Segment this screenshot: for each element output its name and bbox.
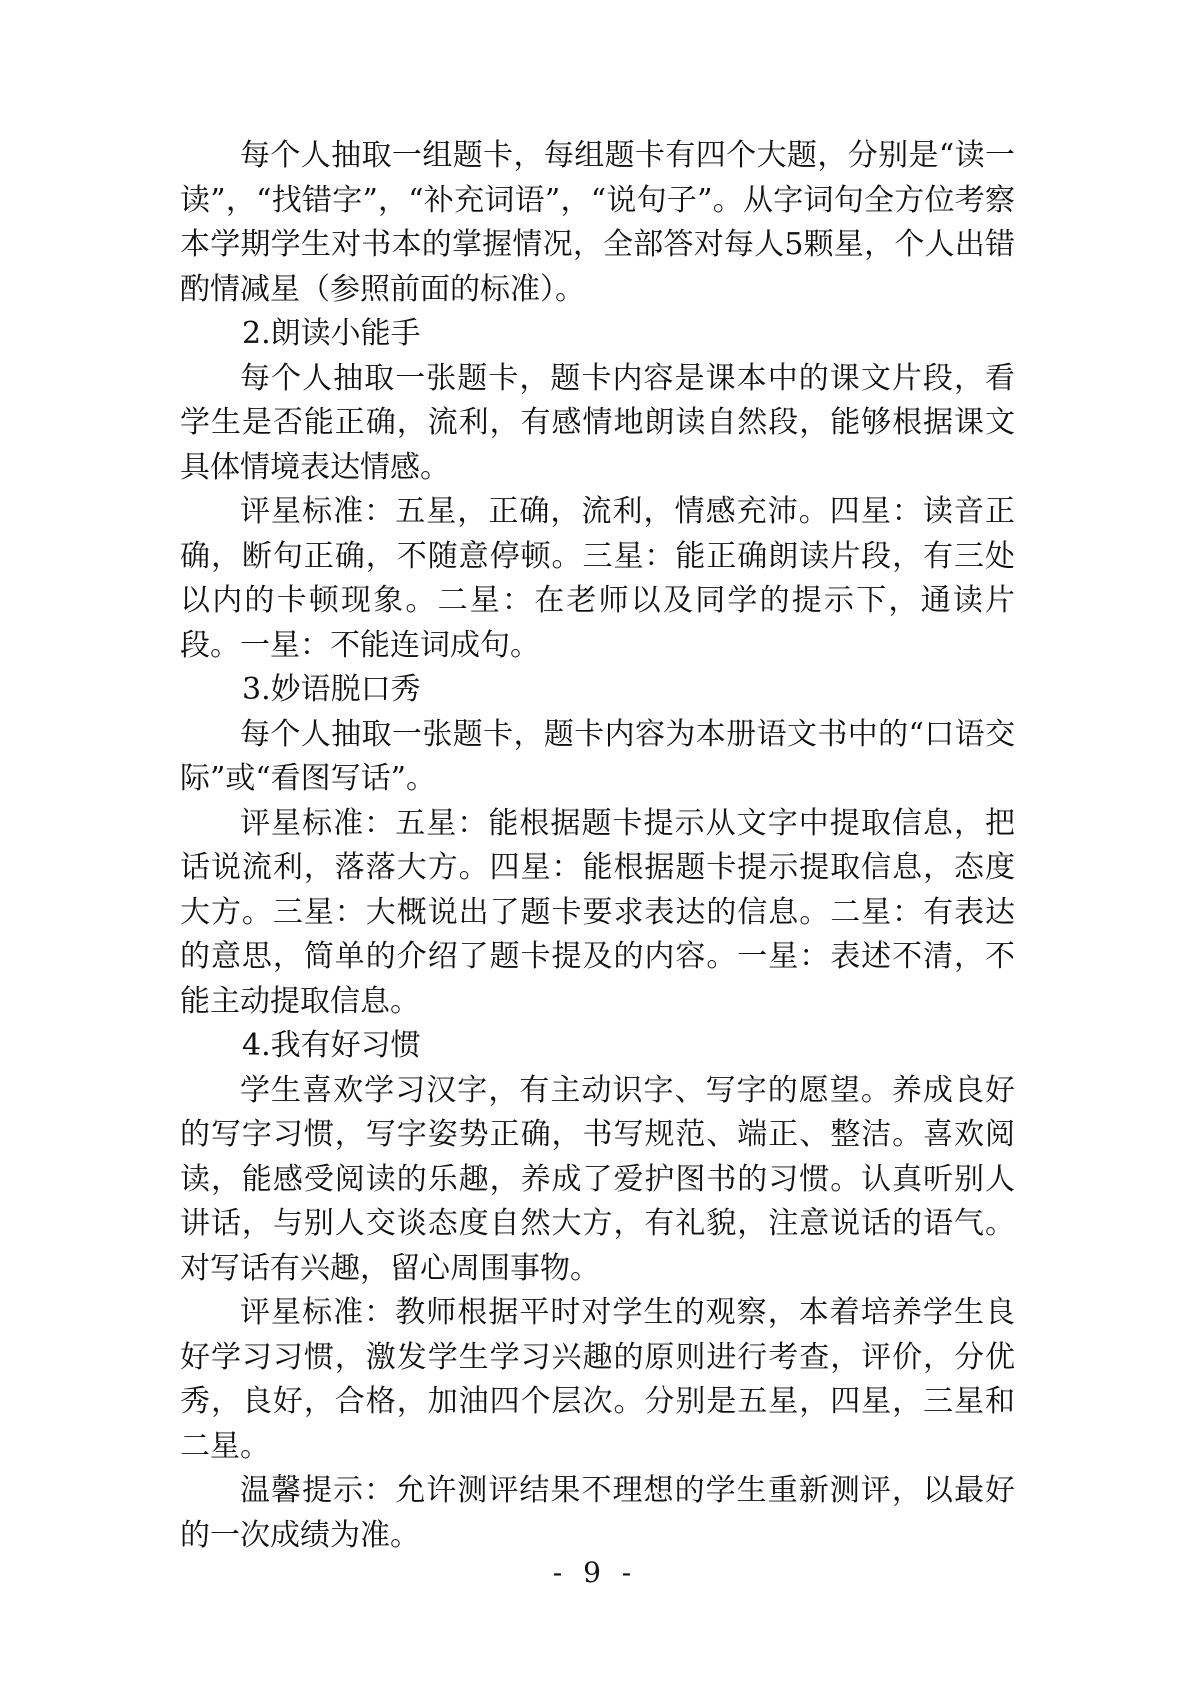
paragraph-test-cards: 每个人抽取一组题卡，每组题卡有四个大题，分别是“读一读”，“找错字”，“补充词语”，“说句子”。从字词句全方位考察本学期学生对书本的掌握情况，全部答对每人5颗星，个人出错酌情减星（参照前面的标准）。 [180,138,1015,307]
section-heading-reading: 2.朗读小能手 [242,316,421,351]
paragraph-reading-description: 每个人抽取一张题卡，题卡内容是课本中的课文片段，看学生是否能正确，流利，有感情地朗读自然段，能够根据课文具体情境表达情感。 [180,360,1015,485]
paragraph-speaking-description: 每个人抽取一张题卡，题卡内容为本册语文书中的“口语交际”或“看图写话”。 [180,716,1015,796]
paragraph-tip: 温馨提示：允许测评结果不理想的学生重新测评，以最好的一次成绩为准。 [180,1473,1015,1553]
paragraph-habits-criteria: 评星标准：教师根据平时对学生的观察，本着培养学生良好学习习惯，激发学生学习兴趣的原则进行考查，评价，分优秀，良好，合格，加油四个层次。分别是五星，四星，三星和二星。 [180,1295,1015,1464]
page-number: - 9 - [552,1556,638,1589]
paragraph-reading-criteria: 评星标准：五星，正确，流利，情感充沛。四星：读音正确，断句正确，不随意停顿。三星：能正确朗读片段，有三处以内的卡顿现象。二星：在老师以及同学的提示下，通读片段。一星：不能连词成句。 [180,494,1015,663]
paragraph-habits-description: 学生喜欢学习汉字，有主动识字、写字的愿望。养成良好的写字习惯，写字姿势正确，书写规范、端正、整洁。喜欢阅读，能感受阅读的乐趣，养成了爱护图书的习惯。认真听别人讲话，与别人交谈态度自然大方，有礼貌，注意说话的语气。对写话有兴趣，留心周围事物。 [180,1072,1015,1286]
document-body [180,134,1015,1558]
section-heading-speaking: 3.妙语脱口秀 [242,672,421,707]
section-heading-habits: 4.我有好习惯 [242,1028,421,1063]
paragraph-speaking-criteria: 评星标准：五星：能根据题卡提示从文字中提取信息，把话说流利，落落大方。四星：能根据题卡提示提取信息，态度大方。三星：大概说出了题卡要求表达的信息。二星：有表达的意思，简单的介绍了题卡提及的内容。一星：表述不清，不能主动提取信息。 [180,805,1015,1019]
